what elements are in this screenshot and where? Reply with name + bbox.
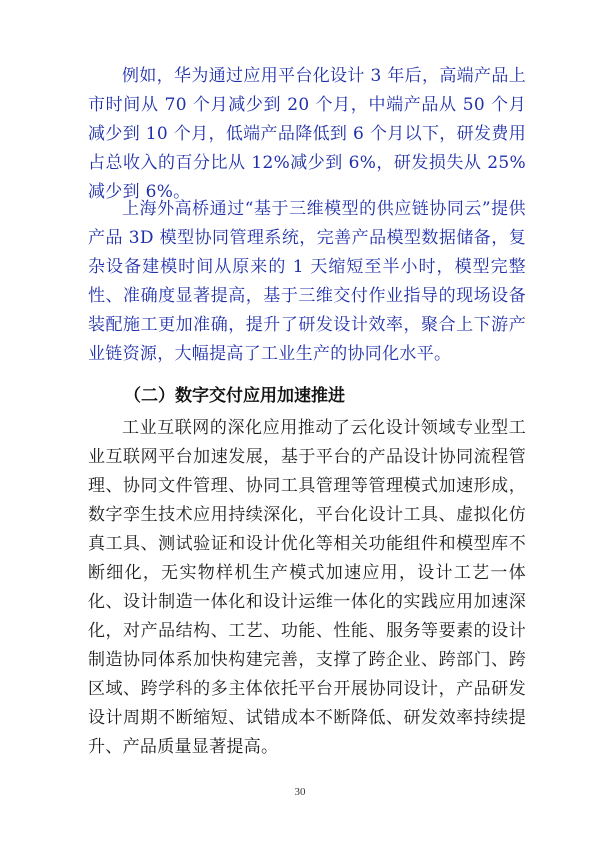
page-number: 30: [294, 786, 306, 798]
body-paragraph: 工业互联网的深化应用推动了云化设计领域专业型工业互联网平台加速发展，基于平台的产品设计协同流程管理、协同文件管理、协同工具管理等管理模式加速形成，数字孪生技术应用持续深化，平台化设计工具、虚拟化仿真工具、测试验证和设计优化等相关功能组件和模型库不断细化，无实物样机生产模式加速应用，设计工艺一体化、设计制造一体化和设计运维一体化的实践应用加速深化，对产品结构、工艺、功能、性能、服务等要素的设计制造协同体系加快构建完善，支撑了跨企业、跨部门、跨区域、跨学科的多主体依托平台开展协同设计，产品研发设计周期不断缩短、试错成本不断降低、研发效率持续提升、产品质量显著提高。: [88, 418, 526, 757]
case-paragraph-shanghai-waigaoqiao: 上海外高桥通过“基于三维模型的供应链协同云”提供产品 3D 模型协同管理系统，完善产品模型数据储备，复杂设备建模时间从原来的 1 天缩短至半小时，模型完整性、准确度显著提高，基于三维交付作业指导的现场设备装配施工更加准确，提升了研发设计效率，聚合上下游产业链资源，大幅提高了工业生产的协同化水平。: [88, 199, 526, 364]
case-paragraph-huawei: 例如，华为通过应用平台化设计 3 年后，高端产品上市时间从 70 个月减少到 20 个月，中端产品从 50 个月减少到 10 个月，低端产品降低到 6 个月以下，研发费用占总收入的百分比从 12%减少到 6%，研发损失从 25%减少到 6%。: [88, 66, 526, 202]
section-heading: （二）数字交付应用加速推进: [124, 386, 345, 406]
